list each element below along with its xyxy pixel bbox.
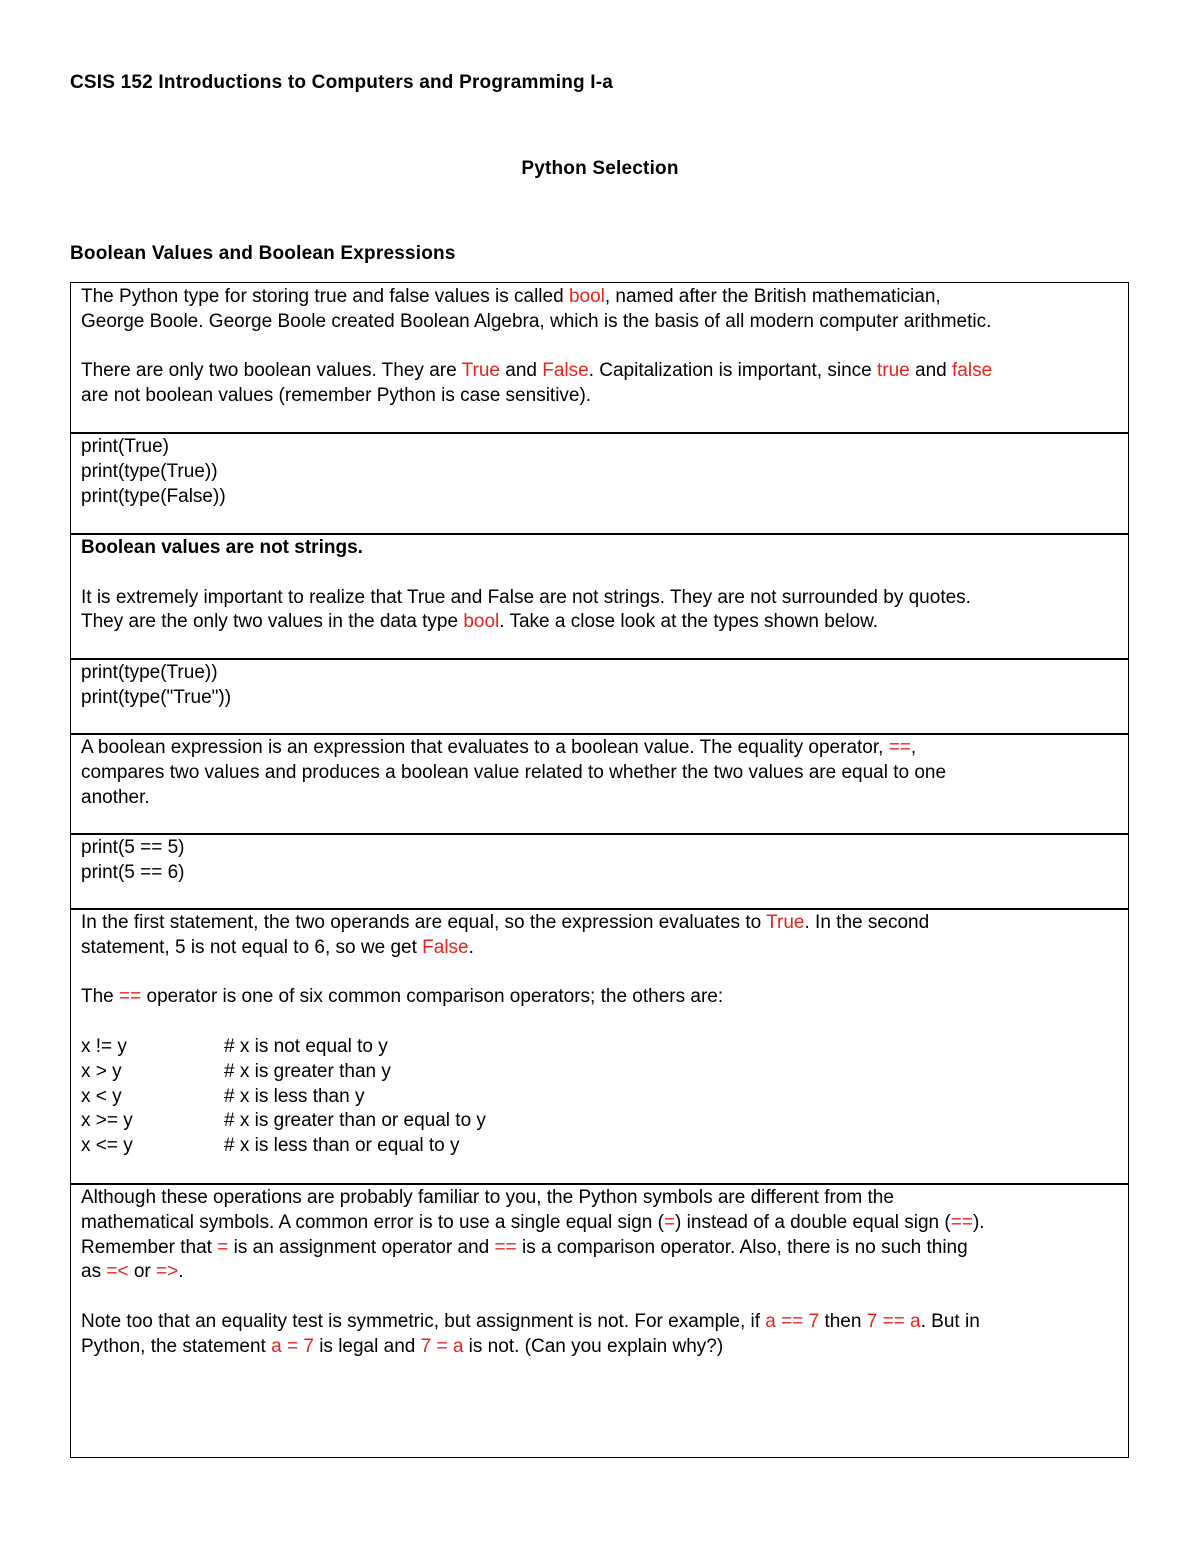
operator-invalid-1: =<	[106, 1261, 129, 1283]
text: is not. (Can you explain why?)	[463, 1335, 724, 1357]
comparison-row	[81, 1035, 1118, 1060]
comparison-expression: x < y	[81, 1085, 122, 1107]
text: statement, 5 is not equal to 6, so we get	[81, 936, 423, 958]
text: ) instead of a double equal sign (	[675, 1211, 951, 1233]
comparison-operators-box	[70, 908, 1129, 1185]
note-line-6	[81, 1335, 1118, 1360]
keyword-false: False	[422, 936, 469, 958]
code-box-1	[70, 432, 1129, 535]
operator-equality: ==	[494, 1236, 517, 1258]
text: or	[128, 1261, 157, 1283]
text: and	[909, 360, 953, 382]
text: The	[81, 986, 120, 1008]
keyword-false-lowercase: false	[952, 360, 993, 382]
statement-a-assign-7: a = 7	[271, 1335, 314, 1357]
comparison-row	[81, 1109, 1118, 1134]
comparison-expression: x != y	[81, 1035, 127, 1057]
explanation-line-1	[81, 911, 1118, 936]
code-line: print(True)	[81, 436, 169, 457]
keyword-true: True	[461, 360, 500, 382]
text: . But in	[920, 1310, 980, 1332]
assignment-vs-comparison-box	[70, 1183, 1129, 1458]
comparison-comment: # x is less than or equal to y	[224, 1135, 460, 1157]
operator-equality: ==	[888, 737, 911, 758]
not-strings-box	[70, 533, 1129, 660]
code-line: print(type(True))	[81, 662, 218, 683]
comparison-comment: # x is greater than y	[224, 1060, 391, 1082]
comparison-comment: # x is less than y	[224, 1085, 365, 1107]
code-line: print(type("True"))	[81, 686, 232, 708]
keyword-bool: bool	[463, 611, 500, 633]
keyword-true-lowercase: true	[877, 360, 910, 382]
text: is legal and	[313, 1335, 421, 1357]
comparison-expression: x <= y	[81, 1135, 133, 1157]
boolean-expression-box	[70, 733, 1129, 835]
code-box-2	[70, 658, 1129, 735]
expression-7-eq-a: 7 == a	[866, 1310, 921, 1332]
intro-paragraph-2-cont: are not boolean values (remember Python is case sensitive).	[81, 385, 592, 407]
text: .	[468, 936, 474, 958]
text: They are the only two values in the data type	[81, 611, 464, 633]
code-line: print(type(False))	[81, 485, 226, 507]
text: . In the second	[804, 912, 930, 933]
text: then	[819, 1310, 867, 1332]
keyword-bool: bool	[568, 286, 605, 307]
comparison-expression: x >= y	[81, 1110, 133, 1132]
operators-intro	[81, 985, 1118, 1010]
note-line-1: Although these operations are probably familiar to you, the Python symbols are different from the	[81, 1187, 894, 1208]
expression-line-1	[81, 736, 1118, 761]
comparison-expression: x > y	[81, 1060, 122, 1082]
comparison-comment: # x is greater than or equal to y	[224, 1110, 486, 1132]
operator-invalid-2: =>	[156, 1261, 179, 1283]
code-line: print(5 == 6)	[81, 861, 185, 883]
text: . Capitalization is important, since	[588, 360, 877, 382]
text: and	[499, 360, 543, 382]
code-line: print(type(True))	[81, 460, 218, 482]
expression-line-3: another.	[81, 786, 150, 808]
text: as	[81, 1261, 107, 1283]
code-box-3	[70, 833, 1129, 910]
keyword-false: False	[542, 360, 589, 382]
not-strings-line-2	[81, 610, 1118, 635]
course-title: CSIS 152 Introductions to Computers and Programming I-a	[70, 72, 614, 93]
text: . Take a close look at the types shown below.	[499, 611, 879, 633]
section-title: Boolean Values and Boolean Expressions	[70, 243, 456, 264]
operator-equality: ==	[950, 1211, 973, 1233]
not-strings-line-1: It is extremely important to realize that True and False are not strings. They are not surrounded by quotes.	[81, 586, 971, 608]
expression-line-2: compares two values and produces a boolean value related to whether the two values are equal to one	[81, 761, 947, 783]
note-line-5	[81, 1310, 1118, 1335]
statement-7-assign-a: 7 = a	[420, 1335, 464, 1357]
code-line: print(5 == 5)	[81, 837, 185, 858]
note-line-4	[81, 1260, 1118, 1285]
comparison-row	[81, 1085, 1118, 1110]
intro-paragraph-1-cont: George Boole. George Boole created Boolean Algebra, which is the basis of all modern computer arithmetic.	[81, 310, 992, 332]
operator-equality: ==	[119, 986, 142, 1008]
intro-paragraph-1	[81, 285, 1118, 310]
text: Python, the statement	[81, 1335, 272, 1357]
note-line-3	[81, 1236, 1118, 1261]
intro-paragraph-2	[81, 359, 1118, 384]
text: The Python type for storing true and false values is called	[81, 286, 569, 307]
expression-a-eq-7: a == 7	[765, 1310, 820, 1332]
text: Remember that	[81, 1236, 218, 1258]
text: A boolean expression is an expression that evaluates to a boolean value. The equality operator,	[81, 737, 889, 758]
text: .	[178, 1261, 184, 1283]
text: is an assignment operator and	[228, 1236, 495, 1258]
text: is a comparison operator. Also, there is no such thing	[516, 1236, 968, 1258]
comparison-row	[81, 1060, 1118, 1085]
note-line-2	[81, 1211, 1118, 1236]
operator-assign: =	[663, 1211, 676, 1233]
text: ,	[910, 737, 917, 758]
keyword-true: True	[766, 912, 805, 933]
operator-assign: =	[217, 1236, 229, 1258]
text: operator is one of six common comparison operators; the others are:	[141, 986, 724, 1008]
text: There are only two boolean values. They are	[81, 360, 462, 382]
text: , named after the British mathematician,	[604, 286, 941, 307]
text: mathematical symbols. A common error is to use a single equal sign (	[81, 1211, 664, 1233]
text: Note too that an equality test is symmetric, but assignment is not. For example, if	[81, 1310, 766, 1332]
document-title: Python Selection	[521, 158, 679, 179]
explanation-line-2	[81, 936, 1118, 961]
text: In the first statement, the two operands are equal, so the expression evaluates to	[81, 912, 767, 933]
comparison-comment: # x is not equal to y	[224, 1035, 388, 1057]
box-heading: Boolean values are not strings.	[81, 537, 363, 558]
intro-box	[70, 282, 1129, 434]
comparison-row	[81, 1134, 1118, 1159]
text: ).	[972, 1211, 985, 1233]
